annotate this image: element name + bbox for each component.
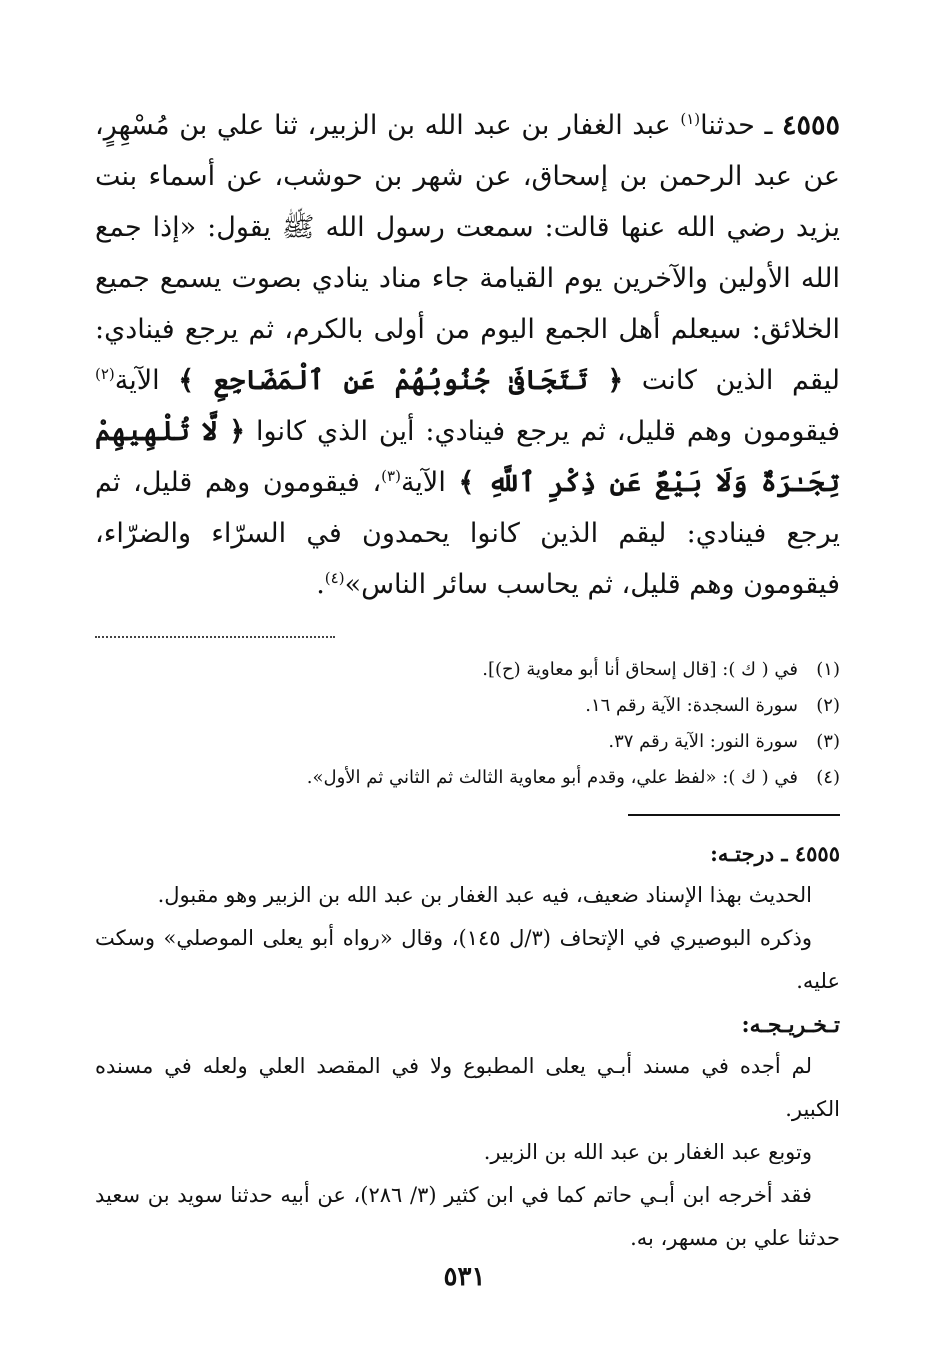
footnote-text: في ( ك ): «لفظ علي، وقدم أبو معاوية الثالث ثم الثاني ثم الأول». xyxy=(306,767,798,788)
hadith-part: الآية xyxy=(114,365,179,396)
takhrij-line: وتوبع عبد الغفار بن عبد الله بن الزبير. xyxy=(483,1140,812,1164)
footnote xyxy=(95,760,840,796)
hadith-part: . xyxy=(316,569,325,600)
hadith-number: ٤٥٥٥ xyxy=(781,110,840,141)
page-number: ٥٣١ xyxy=(443,1262,486,1292)
hadith-part: فيقومون وهم قليل، ثم يرجع فينادي: أين الذي كانوا xyxy=(245,416,840,447)
quran-verse: ﴿ لَّا تُلْهِيهِمْ تِجَـٰرَةٌ وَلَا بَيْعٌ عَن ذِكْرِ ٱللَّهِ ﴾ xyxy=(95,416,840,498)
takhrij-line: لم أجده في مسند أبـي يعلى المطبوع ولا في المقصد العلي ولعله في مسنده الكبير. xyxy=(95,1054,840,1121)
footnote xyxy=(95,652,840,688)
takhrij-line: فقد أخرجه ابن أبـي حاتم كما في ابن كثير (٣/ ٢٨٦)، عن أبيه حدثنا سويد بن سعيد حدثنا علي بن مسهر، به. xyxy=(95,1183,840,1250)
footnote-ref-1[interactable]: (١) xyxy=(680,110,701,128)
footnote-ref-3[interactable]: (٣) xyxy=(381,467,401,485)
footnote-text: سورة النور: الآية رقم ٣٧. xyxy=(608,731,798,752)
footnotes xyxy=(95,652,840,796)
quran-verse: ﴿ تَتَجَافَىٰ جُنُوبُهُمْ عَنِ ٱلْمَضَاجِعِ ﴾ xyxy=(178,365,624,396)
footnote xyxy=(95,688,840,724)
dash: ـ xyxy=(754,110,782,141)
footnote-number: (٢) xyxy=(816,695,840,716)
takhrij-heading: تـخـريـجـه: xyxy=(741,1012,840,1038)
footnote-number: (٤) xyxy=(816,767,840,788)
grade-heading: ٤٥٥٥ ـ درجتـه: xyxy=(710,841,840,866)
footnote-number: (٣) xyxy=(816,731,840,752)
hadith-part: عبد الغفار بن عبد الله بن الزبير، ثنا علي بن مُسْهِرٍ، عن عبد الرحمن بن إسحاق، عن شهر بن حوشب، عن أسماء بنت يزيد رضي الله عنها قالت: سمعت رسول الله ﷺ يقول: «إذا جمع الله الأولين والآخرين يوم القيامة جاء مناد ينادي بصوت يسمع جميع الخلائق: سيعلم أهل الجمع اليوم من أولى بالكرم، ثم يرجع فينادي: ليقم الذين كانت xyxy=(95,110,840,396)
footnote-ref-4[interactable]: (٤) xyxy=(324,569,345,587)
section-divider xyxy=(628,814,840,816)
footnote-number: (١) xyxy=(816,659,840,680)
footnote-ref-2[interactable]: (٢) xyxy=(95,365,115,383)
page-body xyxy=(95,100,840,1260)
hadith-text xyxy=(95,100,840,610)
hadith-part: الآية xyxy=(400,467,459,498)
grade-line: وذكره البوصيري في الإتحاف (٣/ل ١٤٥)، وقال «رواه أبو يعلى الموصلي» وسكت عليه. xyxy=(95,926,840,993)
hadith-part: حدثنا xyxy=(700,110,755,141)
footnote-text: في ( ك ): [قال إسحاق أنا أبو معاوية (ح)]. xyxy=(482,659,798,680)
footnote xyxy=(95,724,840,760)
footnote-separator xyxy=(95,634,335,638)
grade-line: الحديث بهذا الإسناد ضعيف، فيه عبد الغفار بن عبد الله بن الزبير وهو مقبول. xyxy=(157,883,812,907)
footnote-text: سورة السجدة: الآية رقم ١٦. xyxy=(585,695,798,716)
hadith-part: ، فيقومون وهم قليل، ثم يرجع فينادي: ليقم الذين كانوا يحمدون في السرّاء والضرّاء، فيقومون وهم قليل، ثم يحاسب سائر الناس» xyxy=(95,467,840,600)
